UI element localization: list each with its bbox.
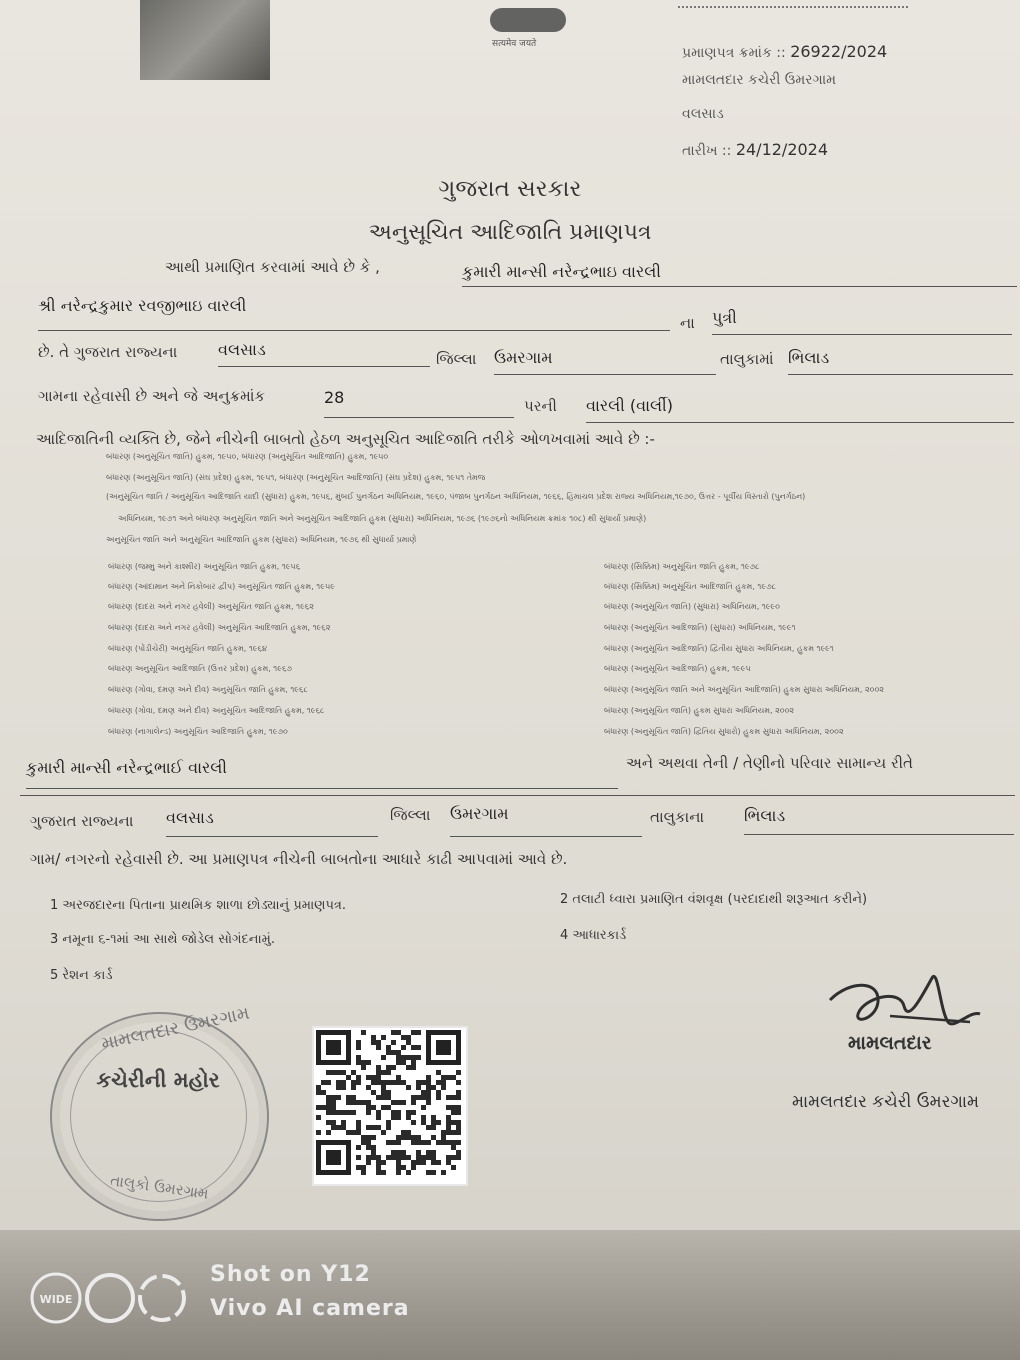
cert-no-label: પ્રમાણપત્ર ક્રમાંક ::: [682, 45, 786, 61]
seal-center-text: કચેરીની મહોર: [96, 1068, 220, 1092]
document-item-2: 2 તલાટી ધ્વારા પ્રમાણિત વંશવૃક્ષ (પરદાદાથી શરૂઆત કરીને): [560, 892, 868, 907]
order-left-1: બંધારણ (જમ્મુ અને કાશ્મીર) અનુસૂચિત જાતિ હુકમ, ૧૯૫૬: [108, 562, 301, 571]
seal-bottom-text: તાલુકો ઉમરગામ: [109, 1171, 210, 1203]
residence-divider: [20, 795, 1015, 796]
order-right-8: બંધારણ (અનુસૂચિત જાતિ) હુકમ સુધારા અધિનિયમ, ૨૦૦૨: [604, 706, 795, 715]
residence-village: ભિલાડ: [744, 806, 1014, 835]
order-right-1: બંધારણ (સિક્કિમ) અનુસૂચિત જાતિ હુકમ, ૧૯૭૮: [604, 562, 760, 571]
order-left-8: બંધારણ (ગોવા, દમણ અને દીવ) અનુસૂચિત આદિજાતિ હુકમ, ૧૯૬૮: [108, 706, 325, 715]
camera-watermark-icons: [28, 1268, 188, 1328]
date-label: તારીખ ::: [682, 143, 732, 159]
order-right-3: બંધારણ (અનુસૂચિત જાતિ) (સુધારા) અધિનિયમ, ૧૯૯૦: [604, 602, 780, 611]
order-left-7: બંધારણ (ગોવા, દમણ અને દીવ) અનુસૂચિત જાતિ હુકમ, ૧૯૬૮: [108, 685, 308, 694]
qr-code-graphic: [314, 1028, 462, 1180]
document-item-4: 4 આધારકાર્ડ: [560, 928, 627, 943]
order-left-3: બંધારણ (દાદરા અને નગર હવેલી) અનુસૂચિત જાતિ હુકમ, ૧૯૬૨: [108, 602, 314, 611]
order-left-5: બંધારણ (પોંડીચેરી) અનુસૂચિત જાતિ હુકમ, ૧૯૬૪: [108, 644, 267, 653]
order-wide-3: (અનુસૂચિત જાતિ / અનુસૂચિત આદિજાતિ યાદી (સુધારા) હુકમ, ૧૯૫૬, મુંબઈ પુનર્ગઠન અધિનિયમ, ૧૯૬૦, પંજાબ પુનર્ગઠન અધિનિયમ, ૧૯૬૬, હિમાચલ પ્રદેશ રાજ્ય અધિનિયમ,૧૯૭૦, ઉત્તર - પૂર્વીય વિસ્તારો (પુનર્ગઠન): [106, 492, 806, 501]
order-right-5: બંધારણ (અનુસૂચિત આદિજાતિ) દ્વિતીય સુધારા અધિનિયમ, હુકમ ૧૯૯૧: [604, 644, 834, 653]
camera-watermark-line2: Vivo AI camera: [210, 1296, 410, 1321]
order-left-4: બંધારણ (દાદરા અને નગર હવેલી) અનુસૂચિત આદિજાતિ હુકમ, ૧૯૬૨: [108, 623, 331, 632]
tribe-name: વારલી (વાર્લી): [586, 396, 1014, 423]
emblem-motto: सत्यमेव जयते: [492, 39, 537, 49]
order-wide-1: બંધારણ (અનુસૂચિત જાતિ) હુકમ, ૧૯૫૦, બંધારણ (અનુસૂચિત આદિજાતિ) હુકમ, ૧૯૫૦: [106, 452, 389, 461]
order-right-6: બંધારણ (અનુસૂચિત આદિજાતિ) હુકમ, ૧૯૯૫: [604, 664, 751, 673]
qr-code: [312, 1026, 468, 1186]
resident-text: ગામના રહેવાસી છે અને જે અનુક્રમાંક: [38, 387, 266, 405]
signature-scribble: [820, 970, 990, 1040]
issuing-office: મામલતદાર કચેરી ઉમરગામ: [682, 72, 837, 88]
svg-text:WIDE: WIDE: [39, 1293, 73, 1306]
date-value: 24/12/2024: [735, 140, 829, 159]
na-text: ના: [680, 314, 695, 332]
order-wide-4: અધિનિયમ, ૧૯૭૧ અને બંધારણ અનુસૂચિત જાતિ અને અનુસૂચિત આદિજાતિ હુકમ (સુધારા) અધિનિયમ, ૧૯૭૬ (૧૯૭૬નો અધિનિયમ ક્રમાંક ૧૦૮) થી સુધાર્યા પ્રમાણે): [118, 514, 647, 523]
header-rule: [678, 6, 908, 8]
village-value: ભિલાડ: [788, 348, 1013, 375]
father-name: શ્રી નરેન્દ્રકુમાર રવજીભાઇ વારલી: [38, 296, 670, 331]
taluka-value: ઉમરગામ: [494, 348, 716, 375]
cert-no-value: 26922/2024: [790, 42, 888, 61]
office-seal-inner-ring: [70, 1030, 247, 1202]
certificate-title: અનુસૂચિત આદિજાતિ પ્રમાણપત્ર: [368, 220, 652, 245]
par-text: પરની: [524, 397, 557, 415]
order-right-2: બંધારણ (સિક્કિમ) અનુસૂચિત આદિજાતિ હુકમ, ૧૯૭૮: [604, 582, 777, 591]
residence-district-label: જિલ્લા: [390, 806, 431, 824]
government-title: ગુજરાત સરકાર: [438, 176, 582, 202]
residence-name: કુમારી માન્સી નરેન્દ્રભાઈ વારલી: [26, 758, 618, 789]
document-item-3: 3 નમૂના ૬-૧માં આ સાથે જોડેલ સોગંદનામું.: [50, 932, 275, 947]
order-left-9: બંધારણ (નાગાલેન્ડ) અનુસૂચિત આદિજાતિ હુકમ, ૧૯૭૦: [108, 727, 288, 736]
signatory-office: મામલતદાર કચેરી ઉમરગામ: [792, 1092, 980, 1112]
seal-top-text: મામલતદાર ઉમરગામ: [99, 1002, 252, 1055]
residence-taluka-label: તાલુકાના: [650, 808, 705, 826]
order-right-9: બંધારણ (અનુસૂચિત જાતિ) દ્વિતિય સુધારો) હુકમ સુધારા અધિનિયમ, ૨૦૦૨: [604, 727, 844, 736]
signatory-role: મામલતદાર: [848, 1032, 932, 1054]
order-right-7: બંધારણ (અનુસૂચિત જાતિ અને અનુસૂચિત આદિજાતિ) હુકમ સુધારા અધિનિયમ, ૨૦૦૨: [604, 685, 884, 694]
residence-district: વલસાડ: [166, 808, 378, 837]
tribe-paragraph: આદિજાતિની વ્યક્તિ છે, જેને નીચેની બાબતો હેઠળ અનુસૂચિત આદિજાતિ તરીકે ઓળખવામાં આવે છે :-: [36, 430, 655, 448]
camera-watermark-line1: Shot on Y12: [210, 1262, 371, 1287]
national-emblem: [490, 8, 566, 32]
applicant-photo: [140, 0, 270, 80]
residence-state-text: ગુજરાત રાજ્યના: [30, 812, 134, 830]
document-item-5: 5 રેશન કાર્ડ: [50, 968, 113, 983]
applicant-name: કુમારી માન્સી નરેન્દ્રભાઇ વારલી: [462, 262, 1017, 287]
order-wide-2: બંધારણ (અનુસૂચિત જાતિ) (સંઘ પ્રદેશ) હુકમ, ૧૯૫૧, બંધારણ (અનુસૂચિત આદિજાતિ) (સંઘ પ્રદેશ) હુકમ, ૧૯૫૧ તેમજ: [106, 473, 486, 482]
family-text: અને અથવા તેની / તેણીનો પરિવાર સામાન્ય રીતે: [626, 754, 913, 772]
issuing-district: વલસાડ: [682, 106, 724, 122]
serial-number: 28: [324, 388, 514, 418]
issue-date: [682, 140, 828, 159]
document-item-1: 1 અરજદારના પિતાના પ્રાથમિક શાળા છોડ્યાનું પ્રમાણપત્ર.: [50, 898, 347, 913]
order-left-6: બંધારણ અનુસૂચિત આદિજાતિ (ઉત્તર પ્રદેશ) હુકમ, ૧૯૬૭: [108, 664, 292, 673]
certify-text: આથી પ્રમાણિત કરવામાં આવે છે કે ,: [165, 258, 380, 276]
district-label: જિલ્લા: [436, 350, 477, 368]
residence-taluka: ઉમરગામ: [450, 804, 642, 837]
taluka-label: તાલુકામાં: [720, 350, 774, 368]
basis-text: ગામ/ નગરનો રહેવાસી છે. આ પ્રમાણપત્ર નીચેની બાબતોના આધારે કાઢી આપવામાં આવે છે.: [30, 850, 568, 868]
district-value: વલસાડ: [218, 340, 430, 367]
order-left-2: બંધારણ (આંદામાન અને નિકોબાર દ્વીપ) અનુસૂચિત જાતિ હુકમ, ૧૯૫૯: [108, 582, 335, 591]
certificate-number: [682, 42, 887, 61]
state-text: છે. તે ગુજરાત રાજ્યના: [38, 343, 178, 361]
order-wide-5: અનુસૂચિત જાતિ અને અનુસૂચિત આદિજાતિ હુકમ (સુધારા) અધિનિયમ, ૧૯૭૬ થી સુધાર્યા પ્રમાણે: [106, 535, 417, 544]
order-right-4: બંધારણ (અનુસૂચિત આદિજાતિ) (સુધારા) અધિનિયમ, ૧૯૯૧: [604, 623, 796, 632]
relation: પુત્રી: [712, 308, 1012, 335]
